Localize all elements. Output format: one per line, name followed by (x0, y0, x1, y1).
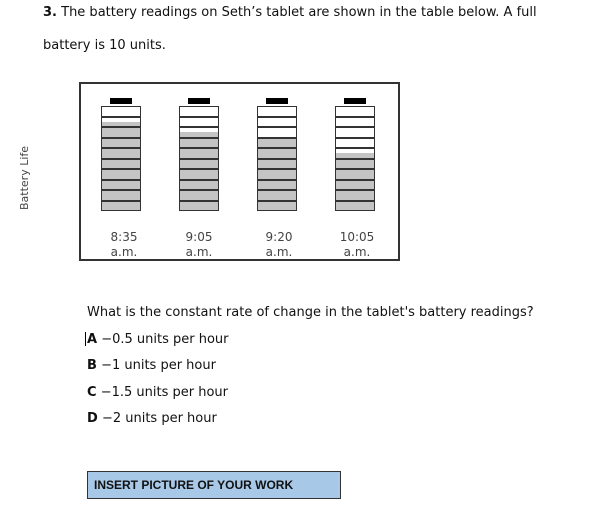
time-label (94, 230, 154, 260)
battery-cell (257, 190, 297, 201)
battery-terminal (266, 98, 288, 104)
battery-4 (335, 98, 375, 213)
choice-a[interactable] (87, 332, 229, 347)
battery-cell (101, 180, 141, 191)
battery-terminal (344, 98, 366, 104)
time-label (169, 230, 229, 260)
question-text: The battery readings on Seth’s tablet are shown in the table below. A full (61, 5, 537, 20)
time-label-period: a.m. (343, 245, 371, 259)
time-label-time: 10:05 (339, 230, 375, 244)
battery-cell (179, 190, 219, 201)
battery-2 (179, 98, 219, 213)
battery-cell (101, 127, 141, 138)
choice-d-text: −2 units per hour (101, 411, 217, 426)
question-text-line2: battery is 10 units. (43, 38, 166, 53)
time-label (249, 230, 309, 260)
battery-cell (179, 138, 219, 149)
battery-terminal (188, 98, 210, 104)
battery-cell (335, 106, 375, 117)
time-label-time: 9:05 (185, 230, 213, 244)
chart-y-label: Battery Life (18, 145, 31, 210)
battery-1 (101, 98, 141, 213)
battery-cell (335, 127, 375, 138)
battery-cell (257, 180, 297, 191)
choice-c-letter: C (87, 385, 97, 400)
battery-cell (179, 180, 219, 191)
battery-cell (101, 117, 141, 128)
choice-b[interactable] (87, 358, 216, 373)
choice-b-letter: B (87, 358, 97, 373)
insert-picture-button[interactable]: INSERT PICTURE OF YOUR WORK (87, 471, 341, 499)
battery-cell (335, 169, 375, 180)
time-label (327, 230, 387, 260)
battery-3 (257, 98, 297, 213)
time-label-time: 8:35 (110, 230, 138, 244)
battery-cell (179, 117, 219, 128)
time-label-period: a.m. (185, 245, 213, 259)
time-label-period: a.m. (110, 245, 138, 259)
battery-cell (257, 159, 297, 170)
battery-cell (179, 169, 219, 180)
time-label-period: a.m. (265, 245, 293, 259)
question-text-line1 (43, 5, 537, 20)
battery-cell (101, 148, 141, 159)
choice-c[interactable] (87, 385, 228, 400)
time-label-time: 9:20 (265, 230, 293, 244)
battery-cell (101, 201, 141, 212)
question-number: 3. (43, 5, 57, 20)
battery-cell (257, 169, 297, 180)
battery-cell (101, 169, 141, 180)
battery-cell (179, 159, 219, 170)
text-cursor (85, 332, 86, 346)
battery-cell (335, 190, 375, 201)
battery-cell (179, 201, 219, 212)
battery-cell (101, 159, 141, 170)
battery-cell (335, 148, 375, 159)
battery-cell (335, 159, 375, 170)
choice-c-text: −1.5 units per hour (100, 385, 228, 400)
choice-a-text: −0.5 units per hour (101, 332, 229, 347)
battery-cell (257, 127, 297, 138)
battery-cell (257, 148, 297, 159)
choice-a-letter: A (87, 332, 98, 347)
battery-cell (101, 138, 141, 149)
battery-cell (335, 138, 375, 149)
battery-cell (257, 201, 297, 212)
battery-cell (335, 201, 375, 212)
battery-cell (257, 138, 297, 149)
battery-cell (101, 190, 141, 201)
battery-cell (335, 180, 375, 191)
choice-d[interactable] (87, 411, 217, 426)
battery-terminal (110, 98, 132, 104)
choice-d-letter: D (87, 411, 98, 426)
battery-cell (179, 127, 219, 138)
battery-cell (179, 148, 219, 159)
battery-cell (257, 117, 297, 128)
battery-cell (257, 106, 297, 117)
choice-b-text: −1 units per hour (101, 358, 216, 373)
battery-chart (79, 82, 400, 261)
battery-cell (179, 106, 219, 117)
battery-cell (101, 106, 141, 117)
battery-cell (335, 117, 375, 128)
question-prompt: What is the constant rate of change in the tablet's battery readings? (87, 305, 534, 320)
